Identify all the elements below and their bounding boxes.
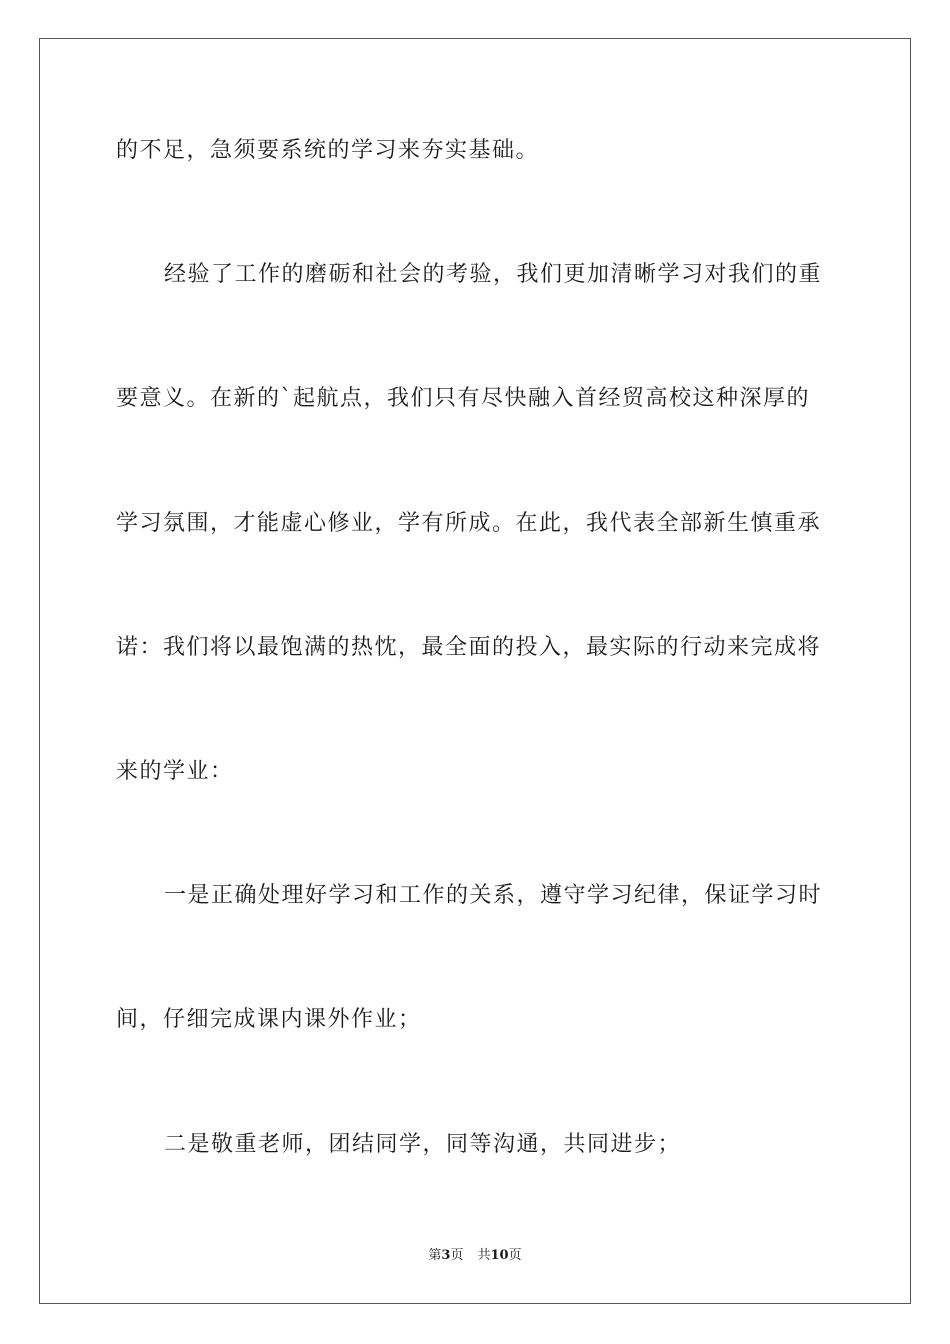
paragraph-line-3: 要意义。在新的`起航点，我们只有尽快融入首经贸高校这种深厚的 [116, 386, 811, 411]
paragraph-line-7: 一是正确处理好学习和工作的关系，遵守学习纪律，保证学习时 [164, 883, 823, 908]
paragraph-line-9: 二是敬重老师，团结同学，同等沟通，共同进步； [164, 1132, 682, 1157]
total-suffix: 页 [508, 1248, 522, 1263]
paragraph-line-2: 经验了工作的磨砺和社会的考验，我们更加清晰学习对我们的重 [164, 262, 823, 287]
paragraph-line-6: 来的学业： [116, 759, 234, 784]
paragraph-line-5: 诺：我们将以最饱满的热忱，最全面的投入，最实际的行动来完成将 [116, 635, 822, 660]
page-prefix: 第 [428, 1248, 442, 1263]
paragraph-line-8: 间，仔细完成课内课外作业； [116, 1007, 422, 1032]
paragraph-line-4: 学习氛围，才能虚心修业，学有所成。在此，我代表全部新生慎重承 [116, 511, 822, 536]
page-border [39, 38, 911, 1304]
total-pages: 10 [490, 1248, 509, 1263]
page-footer [0, 1247, 950, 1265]
paragraph-line-1: 的不足，急须要系统的学习来夯实基础。 [116, 138, 540, 163]
page-suffix: 页 [450, 1248, 464, 1263]
total-prefix: 共 [477, 1248, 491, 1263]
page-number: 3 [441, 1248, 451, 1263]
